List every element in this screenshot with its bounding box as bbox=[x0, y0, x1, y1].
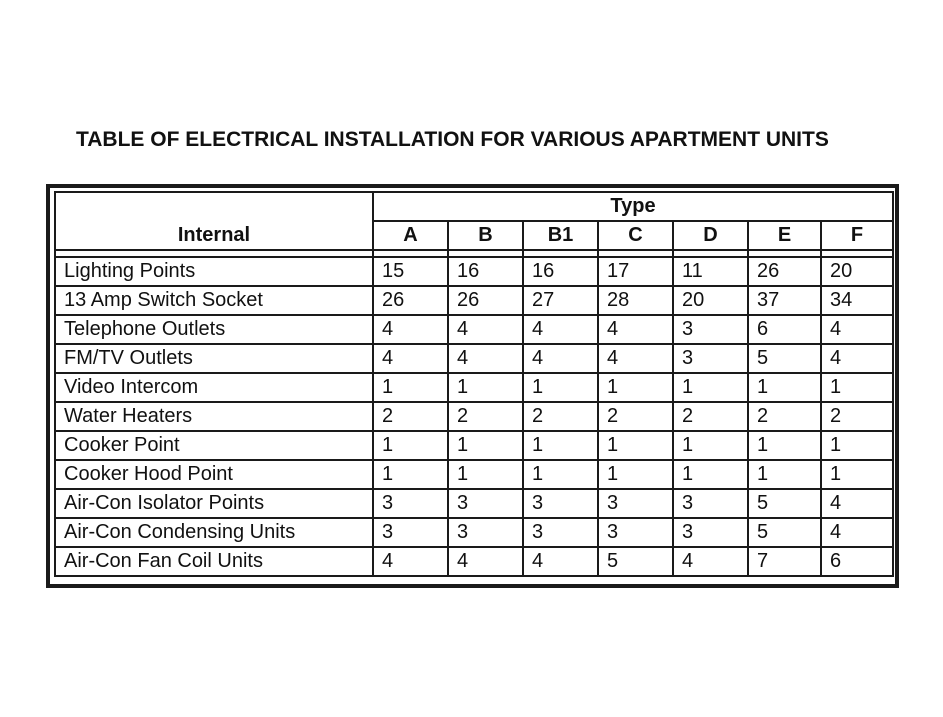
column-header-e: E bbox=[748, 221, 821, 250]
cell-type-b: 4 bbox=[448, 547, 523, 576]
cell-type-b1: 4 bbox=[523, 315, 598, 344]
cell-type-f: 1 bbox=[821, 373, 893, 402]
cell-type-d: 11 bbox=[673, 257, 748, 286]
cell-type-c: 17 bbox=[598, 257, 673, 286]
cell-type-e: 1 bbox=[748, 431, 821, 460]
cell-type-e: 6 bbox=[748, 315, 821, 344]
column-header-b1: B1 bbox=[523, 221, 598, 250]
cell-type-a: 1 bbox=[373, 373, 448, 402]
internal-column-header: Internal bbox=[55, 192, 373, 250]
row-label: FM/TV Outlets bbox=[55, 344, 373, 373]
cell-type-b: 1 bbox=[448, 431, 523, 460]
cell-type-e: 37 bbox=[748, 286, 821, 315]
cell-type-f: 6 bbox=[821, 547, 893, 576]
installation-table bbox=[54, 191, 894, 577]
cell-type-d: 4 bbox=[673, 547, 748, 576]
row-label: Cooker Point bbox=[55, 431, 373, 460]
cell-type-d: 3 bbox=[673, 315, 748, 344]
cell-type-f: 1 bbox=[821, 460, 893, 489]
cell-type-a: 4 bbox=[373, 344, 448, 373]
cell-type-f: 4 bbox=[821, 315, 893, 344]
table-row bbox=[55, 257, 893, 286]
table-header bbox=[55, 192, 893, 257]
table-row bbox=[55, 489, 893, 518]
cell-type-d: 2 bbox=[673, 402, 748, 431]
cell-type-c: 3 bbox=[598, 518, 673, 547]
cell-type-b1: 27 bbox=[523, 286, 598, 315]
cell-type-b: 3 bbox=[448, 518, 523, 547]
cell-type-b1: 1 bbox=[523, 431, 598, 460]
table-row bbox=[55, 315, 893, 344]
cell-type-a: 4 bbox=[373, 547, 448, 576]
table-body bbox=[55, 257, 893, 576]
cell-type-c: 1 bbox=[598, 373, 673, 402]
cell-type-b1: 1 bbox=[523, 460, 598, 489]
cell-type-b1: 1 bbox=[523, 373, 598, 402]
cell-type-b1: 4 bbox=[523, 344, 598, 373]
row-label: Video Intercom bbox=[55, 373, 373, 402]
cell-type-d: 1 bbox=[673, 460, 748, 489]
row-label: Water Heaters bbox=[55, 402, 373, 431]
cell-type-b1: 3 bbox=[523, 489, 598, 518]
row-label: Air-Con Fan Coil Units bbox=[55, 547, 373, 576]
column-header-d: D bbox=[673, 221, 748, 250]
cell-type-b: 3 bbox=[448, 489, 523, 518]
cell-type-b1: 3 bbox=[523, 518, 598, 547]
row-label: Telephone Outlets bbox=[55, 315, 373, 344]
cell-type-b: 26 bbox=[448, 286, 523, 315]
table-row bbox=[55, 286, 893, 315]
cell-type-a: 26 bbox=[373, 286, 448, 315]
cell-type-b: 4 bbox=[448, 315, 523, 344]
cell-type-d: 20 bbox=[673, 286, 748, 315]
cell-type-e: 7 bbox=[748, 547, 821, 576]
cell-type-e: 2 bbox=[748, 402, 821, 431]
cell-type-f: 1 bbox=[821, 431, 893, 460]
cell-type-b: 1 bbox=[448, 460, 523, 489]
cell-type-c: 5 bbox=[598, 547, 673, 576]
cell-type-a: 3 bbox=[373, 518, 448, 547]
cell-type-f: 4 bbox=[821, 489, 893, 518]
table-row bbox=[55, 402, 893, 431]
cell-type-f: 20 bbox=[821, 257, 893, 286]
cell-type-a: 2 bbox=[373, 402, 448, 431]
column-header-a: A bbox=[373, 221, 448, 250]
table-row bbox=[55, 431, 893, 460]
table-row bbox=[55, 460, 893, 489]
cell-type-c: 28 bbox=[598, 286, 673, 315]
cell-type-e: 5 bbox=[748, 344, 821, 373]
cell-type-a: 4 bbox=[373, 315, 448, 344]
row-label: Air-Con Isolator Points bbox=[55, 489, 373, 518]
cell-type-e: 26 bbox=[748, 257, 821, 286]
column-header-c: C bbox=[598, 221, 673, 250]
table-row bbox=[55, 373, 893, 402]
cell-type-c: 3 bbox=[598, 489, 673, 518]
cell-type-f: 2 bbox=[821, 402, 893, 431]
cell-type-c: 1 bbox=[598, 460, 673, 489]
cell-type-b: 16 bbox=[448, 257, 523, 286]
row-label: Air-Con Condensing Units bbox=[55, 518, 373, 547]
installation-table-frame bbox=[46, 184, 899, 588]
table-row bbox=[55, 547, 893, 576]
cell-type-b1: 2 bbox=[523, 402, 598, 431]
table-row bbox=[55, 344, 893, 373]
cell-type-b: 2 bbox=[448, 402, 523, 431]
type-group-header: Type bbox=[373, 192, 893, 221]
cell-type-d: 3 bbox=[673, 518, 748, 547]
cell-type-d: 1 bbox=[673, 373, 748, 402]
cell-type-f: 4 bbox=[821, 344, 893, 373]
header-separator bbox=[55, 250, 893, 257]
cell-type-d: 3 bbox=[673, 489, 748, 518]
cell-type-e: 5 bbox=[748, 518, 821, 547]
cell-type-e: 1 bbox=[748, 373, 821, 402]
cell-type-d: 3 bbox=[673, 344, 748, 373]
cell-type-a: 1 bbox=[373, 431, 448, 460]
column-header-b: B bbox=[448, 221, 523, 250]
cell-type-c: 4 bbox=[598, 344, 673, 373]
row-label: 13 Amp Switch Socket bbox=[55, 286, 373, 315]
cell-type-f: 34 bbox=[821, 286, 893, 315]
cell-type-b: 4 bbox=[448, 344, 523, 373]
table-row bbox=[55, 518, 893, 547]
cell-type-a: 3 bbox=[373, 489, 448, 518]
cell-type-b1: 16 bbox=[523, 257, 598, 286]
column-header-f: F bbox=[821, 221, 893, 250]
row-label: Cooker Hood Point bbox=[55, 460, 373, 489]
cell-type-e: 1 bbox=[748, 460, 821, 489]
cell-type-b: 1 bbox=[448, 373, 523, 402]
row-label: Lighting Points bbox=[55, 257, 373, 286]
cell-type-a: 1 bbox=[373, 460, 448, 489]
cell-type-d: 1 bbox=[673, 431, 748, 460]
cell-type-c: 4 bbox=[598, 315, 673, 344]
cell-type-e: 5 bbox=[748, 489, 821, 518]
cell-type-c: 1 bbox=[598, 431, 673, 460]
cell-type-a: 15 bbox=[373, 257, 448, 286]
cell-type-f: 4 bbox=[821, 518, 893, 547]
document-title: TABLE OF ELECTRICAL INSTALLATION FOR VARIOUS APARTMENT UNITS bbox=[76, 128, 829, 151]
cell-type-c: 2 bbox=[598, 402, 673, 431]
cell-type-b1: 4 bbox=[523, 547, 598, 576]
